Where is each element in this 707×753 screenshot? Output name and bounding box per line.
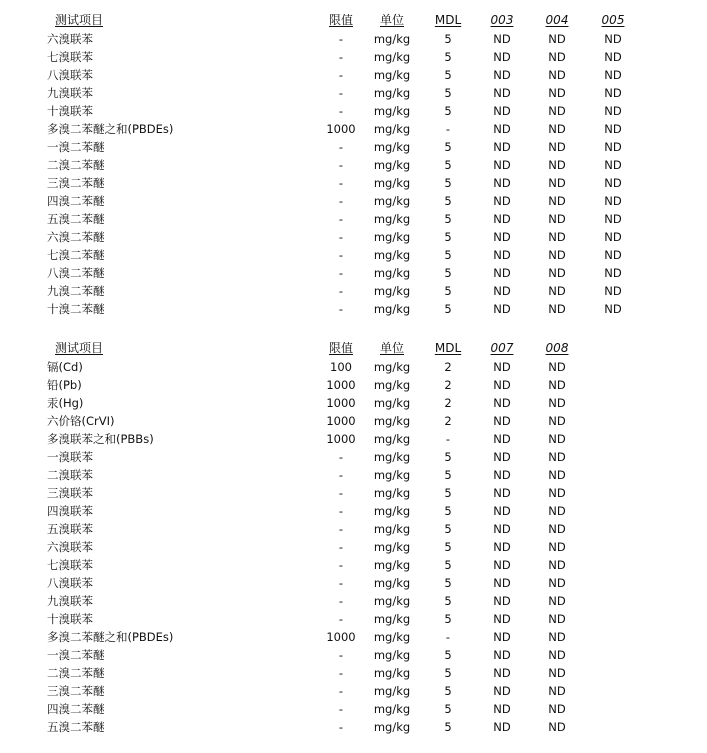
result-value: ND bbox=[604, 194, 622, 208]
result-value: ND bbox=[604, 104, 622, 118]
test-item-name: 六溴二苯醚 bbox=[47, 230, 105, 244]
mdl-value: 5 bbox=[444, 468, 452, 482]
result-value: ND bbox=[493, 32, 511, 46]
result-value: ND bbox=[548, 414, 566, 428]
result-value: ND bbox=[548, 630, 566, 644]
result-value: ND bbox=[548, 666, 566, 680]
result-value: ND bbox=[548, 450, 566, 464]
unit-value: mg/kg bbox=[373, 468, 411, 482]
test-item-name: 五溴二苯醚 bbox=[47, 720, 105, 734]
header-sample-004: 004 bbox=[545, 13, 569, 27]
table-row bbox=[0, 448, 707, 466]
table-row bbox=[0, 102, 707, 120]
unit-value: mg/kg bbox=[373, 104, 411, 118]
result-value: ND bbox=[548, 558, 566, 572]
unit-value: mg/kg bbox=[373, 266, 411, 280]
limit-value: 1000 bbox=[326, 630, 356, 644]
mdl-value: 5 bbox=[444, 450, 452, 464]
limit-value: - bbox=[338, 450, 344, 464]
unit-value: mg/kg bbox=[373, 302, 411, 316]
unit-value: mg/kg bbox=[373, 666, 411, 680]
result-value: ND bbox=[548, 230, 566, 244]
result-value: ND bbox=[604, 212, 622, 226]
test-item-name: 多溴二苯醚之和(PBDEs) bbox=[47, 630, 174, 644]
limit-value: - bbox=[338, 302, 344, 316]
header-unit: 单位 bbox=[379, 13, 404, 27]
unit-value: mg/kg bbox=[373, 486, 411, 500]
result-value: ND bbox=[604, 284, 622, 298]
header-test-item: 测试项目 bbox=[55, 13, 104, 27]
result-value: ND bbox=[493, 378, 511, 392]
table-row bbox=[0, 700, 707, 718]
result-value: ND bbox=[493, 360, 511, 374]
result-value: ND bbox=[493, 504, 511, 518]
header-sample-003: 003 bbox=[490, 13, 514, 27]
header-sample-007: 007 bbox=[490, 341, 514, 355]
test-item-name: 十溴二苯醚 bbox=[47, 302, 105, 316]
test-item-name: 四溴二苯醚 bbox=[47, 194, 105, 208]
mdl-value: 5 bbox=[444, 302, 452, 316]
test-item-name: 十溴联苯 bbox=[47, 104, 93, 118]
result-value: ND bbox=[493, 302, 511, 316]
unit-value: mg/kg bbox=[373, 414, 411, 428]
result-value: ND bbox=[493, 720, 511, 734]
unit-value: mg/kg bbox=[373, 284, 411, 298]
result-value: ND bbox=[493, 666, 511, 680]
unit-value: mg/kg bbox=[373, 86, 411, 100]
test-item-name: 四溴联苯 bbox=[47, 504, 93, 518]
limit-value: - bbox=[338, 684, 344, 698]
test-item-name: 十溴联苯 bbox=[47, 612, 93, 626]
result-value: ND bbox=[548, 68, 566, 82]
test-item-name: 三溴联苯 bbox=[47, 486, 93, 500]
mdl-value: - bbox=[445, 432, 451, 446]
limit-value: - bbox=[338, 86, 344, 100]
result-value: ND bbox=[493, 630, 511, 644]
result-value: ND bbox=[604, 50, 622, 64]
test-item-name: 七溴联苯 bbox=[47, 558, 93, 572]
table-row bbox=[0, 412, 707, 430]
header-limit: 限值 bbox=[328, 341, 353, 355]
test-item-name: 镉(Cd) bbox=[47, 360, 83, 374]
result-value: ND bbox=[493, 86, 511, 100]
limit-value: 1000 bbox=[326, 122, 356, 136]
result-value: ND bbox=[548, 122, 566, 136]
test-item-name: 铅(Pb) bbox=[47, 378, 82, 392]
result-value: ND bbox=[548, 360, 566, 374]
limit-value: - bbox=[338, 720, 344, 734]
limit-value: - bbox=[338, 68, 344, 82]
unit-value: mg/kg bbox=[373, 158, 411, 172]
result-value: ND bbox=[493, 558, 511, 572]
test-item-name: 多溴联苯之和(PBBs) bbox=[47, 432, 154, 446]
test-item-name: 二溴二苯醚 bbox=[47, 666, 105, 680]
limit-value: 1000 bbox=[326, 396, 356, 410]
mdl-value: 5 bbox=[444, 266, 452, 280]
limit-value: - bbox=[338, 140, 344, 154]
mdl-value: 5 bbox=[444, 104, 452, 118]
table-row bbox=[0, 430, 707, 448]
table-row bbox=[0, 574, 707, 592]
unit-value: mg/kg bbox=[373, 684, 411, 698]
mdl-value: 5 bbox=[444, 248, 452, 262]
unit-value: mg/kg bbox=[373, 450, 411, 464]
header-mdl: MDL bbox=[434, 341, 462, 355]
result-value: ND bbox=[548, 284, 566, 298]
header-row bbox=[0, 11, 707, 29]
test-item-name: 六溴联苯 bbox=[47, 540, 93, 554]
test-item-name: 八溴联苯 bbox=[47, 68, 93, 82]
table-row bbox=[0, 484, 707, 502]
result-value: ND bbox=[493, 540, 511, 554]
unit-value: mg/kg bbox=[373, 432, 411, 446]
table-row bbox=[0, 376, 707, 394]
limit-value: - bbox=[338, 158, 344, 172]
test-item-name: 汞(Hg) bbox=[47, 396, 84, 410]
result-value: ND bbox=[493, 284, 511, 298]
test-item-name: 一溴二苯醚 bbox=[47, 648, 105, 662]
table-row bbox=[0, 84, 707, 102]
test-item-name: 九溴联苯 bbox=[47, 86, 93, 100]
unit-value: mg/kg bbox=[373, 648, 411, 662]
result-value: ND bbox=[493, 522, 511, 536]
test-item-name: 五溴二苯醚 bbox=[47, 212, 105, 226]
mdl-value: 5 bbox=[444, 284, 452, 298]
unit-value: mg/kg bbox=[373, 360, 411, 374]
result-value: ND bbox=[493, 248, 511, 262]
test-item-name: 四溴二苯醚 bbox=[47, 702, 105, 716]
result-value: ND bbox=[548, 612, 566, 626]
mdl-value: 5 bbox=[444, 504, 452, 518]
table-row bbox=[0, 538, 707, 556]
test-item-name: 一溴联苯 bbox=[47, 450, 93, 464]
table-row bbox=[0, 192, 707, 210]
mdl-value: 2 bbox=[444, 414, 452, 428]
result-value: ND bbox=[493, 432, 511, 446]
limit-value: - bbox=[338, 284, 344, 298]
mdl-value: 5 bbox=[444, 230, 452, 244]
result-value: ND bbox=[548, 522, 566, 536]
table-row bbox=[0, 300, 707, 318]
mdl-value: 5 bbox=[444, 50, 452, 64]
result-value: ND bbox=[493, 594, 511, 608]
limit-value: - bbox=[338, 522, 344, 536]
unit-value: mg/kg bbox=[373, 594, 411, 608]
unit-value: mg/kg bbox=[373, 230, 411, 244]
table-row bbox=[0, 682, 707, 700]
result-value: ND bbox=[548, 504, 566, 518]
limit-value: - bbox=[338, 540, 344, 554]
result-value: ND bbox=[604, 86, 622, 100]
result-value: ND bbox=[604, 122, 622, 136]
mdl-value: 5 bbox=[444, 486, 452, 500]
limit-value: 1000 bbox=[326, 432, 356, 446]
limit-value: - bbox=[338, 266, 344, 280]
unit-value: mg/kg bbox=[373, 576, 411, 590]
result-value: ND bbox=[548, 32, 566, 46]
table-row bbox=[0, 610, 707, 628]
table-row bbox=[0, 718, 707, 736]
result-value: ND bbox=[548, 302, 566, 316]
result-value: ND bbox=[493, 212, 511, 226]
mdl-value: 5 bbox=[444, 140, 452, 154]
result-value: ND bbox=[493, 266, 511, 280]
table-row bbox=[0, 358, 707, 376]
mdl-value: 5 bbox=[444, 86, 452, 100]
result-value: ND bbox=[493, 396, 511, 410]
table-row bbox=[0, 592, 707, 610]
unit-value: mg/kg bbox=[373, 630, 411, 644]
result-value: ND bbox=[493, 450, 511, 464]
test-item-name: 六溴联苯 bbox=[47, 32, 93, 46]
mdl-value: 5 bbox=[444, 648, 452, 662]
unit-value: mg/kg bbox=[373, 720, 411, 734]
limit-value: 1000 bbox=[326, 414, 356, 428]
table-row bbox=[0, 120, 707, 138]
mdl-value: 5 bbox=[444, 720, 452, 734]
mdl-value: 5 bbox=[444, 194, 452, 208]
result-value: ND bbox=[548, 576, 566, 590]
result-value: ND bbox=[548, 432, 566, 446]
result-value: ND bbox=[604, 68, 622, 82]
mdl-value: 5 bbox=[444, 576, 452, 590]
unit-value: mg/kg bbox=[373, 68, 411, 82]
limit-value: - bbox=[338, 612, 344, 626]
table-row bbox=[0, 246, 707, 264]
mdl-value: 5 bbox=[444, 612, 452, 626]
result-value: ND bbox=[548, 468, 566, 482]
mdl-value: - bbox=[445, 630, 451, 644]
table-row bbox=[0, 66, 707, 84]
table-row bbox=[0, 282, 707, 300]
header-row bbox=[0, 339, 707, 357]
table-row bbox=[0, 210, 707, 228]
unit-value: mg/kg bbox=[373, 702, 411, 716]
limit-value: - bbox=[338, 230, 344, 244]
header-unit: 单位 bbox=[379, 341, 404, 355]
test-item-name: 一溴二苯醚 bbox=[47, 140, 105, 154]
table-row bbox=[0, 156, 707, 174]
unit-value: mg/kg bbox=[373, 378, 411, 392]
result-value: ND bbox=[548, 140, 566, 154]
limit-value: - bbox=[338, 486, 344, 500]
result-value: ND bbox=[548, 702, 566, 716]
limit-value: - bbox=[338, 104, 344, 118]
result-value: ND bbox=[604, 176, 622, 190]
unit-value: mg/kg bbox=[373, 140, 411, 154]
table-row bbox=[0, 664, 707, 682]
test-item-name: 六价铬(CrVI) bbox=[47, 414, 115, 428]
result-value: ND bbox=[604, 266, 622, 280]
result-value: ND bbox=[548, 486, 566, 500]
result-value: ND bbox=[548, 176, 566, 190]
result-value: ND bbox=[493, 486, 511, 500]
limit-value: - bbox=[338, 576, 344, 590]
limit-value: - bbox=[338, 558, 344, 572]
test-item-name: 八溴联苯 bbox=[47, 576, 93, 590]
test-item-name: 二溴联苯 bbox=[47, 468, 93, 482]
limit-value: - bbox=[338, 194, 344, 208]
result-value: ND bbox=[493, 468, 511, 482]
test-item-name: 五溴联苯 bbox=[47, 522, 93, 536]
result-value: ND bbox=[604, 32, 622, 46]
mdl-value: 5 bbox=[444, 558, 452, 572]
table-row bbox=[0, 30, 707, 48]
limit-value: - bbox=[338, 648, 344, 662]
result-value: ND bbox=[604, 230, 622, 244]
test-item-name: 九溴二苯醚 bbox=[47, 284, 105, 298]
limit-value: 100 bbox=[330, 360, 352, 374]
mdl-value: 5 bbox=[444, 702, 452, 716]
table-row bbox=[0, 264, 707, 282]
header-mdl: MDL bbox=[434, 13, 462, 27]
result-value: ND bbox=[548, 720, 566, 734]
table-row bbox=[0, 48, 707, 66]
limit-value: - bbox=[338, 50, 344, 64]
table-row bbox=[0, 502, 707, 520]
result-value: ND bbox=[548, 594, 566, 608]
limit-value: - bbox=[338, 594, 344, 608]
limit-value: - bbox=[338, 32, 344, 46]
unit-value: mg/kg bbox=[373, 122, 411, 136]
result-value: ND bbox=[604, 248, 622, 262]
result-value: ND bbox=[493, 104, 511, 118]
header-test-item: 测试项目 bbox=[55, 341, 104, 355]
result-value: ND bbox=[548, 50, 566, 64]
mdl-value: 2 bbox=[444, 378, 452, 392]
limit-value: - bbox=[338, 212, 344, 226]
result-value: ND bbox=[493, 194, 511, 208]
table-row bbox=[0, 466, 707, 484]
result-value: ND bbox=[548, 86, 566, 100]
result-value: ND bbox=[548, 540, 566, 554]
unit-value: mg/kg bbox=[373, 248, 411, 262]
result-value: ND bbox=[548, 648, 566, 662]
unit-value: mg/kg bbox=[373, 50, 411, 64]
result-value: ND bbox=[548, 378, 566, 392]
result-value: ND bbox=[548, 194, 566, 208]
limit-value: - bbox=[338, 504, 344, 518]
table-row bbox=[0, 646, 707, 664]
unit-value: mg/kg bbox=[373, 504, 411, 518]
result-value: ND bbox=[493, 122, 511, 136]
test-item-name: 多溴二苯醚之和(PBDEs) bbox=[47, 122, 174, 136]
unit-value: mg/kg bbox=[373, 32, 411, 46]
table-row bbox=[0, 138, 707, 156]
result-value: ND bbox=[493, 414, 511, 428]
result-value: ND bbox=[548, 266, 566, 280]
table-row bbox=[0, 628, 707, 646]
test-item-name: 九溴联苯 bbox=[47, 594, 93, 608]
result-value: ND bbox=[548, 212, 566, 226]
mdl-value: 2 bbox=[444, 396, 452, 410]
result-value: ND bbox=[493, 158, 511, 172]
limit-value: - bbox=[338, 666, 344, 680]
mdl-value: 5 bbox=[444, 158, 452, 172]
mdl-value: - bbox=[445, 122, 451, 136]
unit-value: mg/kg bbox=[373, 396, 411, 410]
table-row bbox=[0, 520, 707, 538]
mdl-value: 5 bbox=[444, 540, 452, 554]
mdl-value: 5 bbox=[444, 594, 452, 608]
test-item-name: 二溴二苯醚 bbox=[47, 158, 105, 172]
unit-value: mg/kg bbox=[373, 522, 411, 536]
limit-value: 1000 bbox=[326, 378, 356, 392]
result-value: ND bbox=[493, 702, 511, 716]
mdl-value: 5 bbox=[444, 666, 452, 680]
unit-value: mg/kg bbox=[373, 558, 411, 572]
result-value: ND bbox=[493, 612, 511, 626]
limit-value: - bbox=[338, 468, 344, 482]
result-value: ND bbox=[548, 158, 566, 172]
table-row bbox=[0, 174, 707, 192]
result-value: ND bbox=[604, 140, 622, 154]
mdl-value: 5 bbox=[444, 32, 452, 46]
unit-value: mg/kg bbox=[373, 612, 411, 626]
header-sample-008: 008 bbox=[545, 341, 569, 355]
result-value: ND bbox=[548, 396, 566, 410]
result-value: ND bbox=[493, 684, 511, 698]
test-item-name: 八溴二苯醚 bbox=[47, 266, 105, 280]
result-value: ND bbox=[493, 68, 511, 82]
test-item-name: 七溴二苯醚 bbox=[47, 248, 105, 262]
header-sample-005: 005 bbox=[601, 13, 625, 27]
mdl-value: 2 bbox=[444, 360, 452, 374]
unit-value: mg/kg bbox=[373, 540, 411, 554]
result-value: ND bbox=[493, 50, 511, 64]
mdl-value: 5 bbox=[444, 684, 452, 698]
header-limit: 限值 bbox=[328, 13, 353, 27]
table-row bbox=[0, 556, 707, 574]
table-row bbox=[0, 228, 707, 246]
unit-value: mg/kg bbox=[373, 212, 411, 226]
limit-value: - bbox=[338, 248, 344, 262]
mdl-value: 5 bbox=[444, 68, 452, 82]
result-value: ND bbox=[548, 684, 566, 698]
test-item-name: 三溴二苯醚 bbox=[47, 684, 105, 698]
result-value: ND bbox=[493, 648, 511, 662]
unit-value: mg/kg bbox=[373, 176, 411, 190]
result-value: ND bbox=[493, 576, 511, 590]
mdl-value: 5 bbox=[444, 522, 452, 536]
result-value: ND bbox=[604, 302, 622, 316]
limit-value: - bbox=[338, 176, 344, 190]
unit-value: mg/kg bbox=[373, 194, 411, 208]
result-value: ND bbox=[493, 176, 511, 190]
result-value: ND bbox=[548, 248, 566, 262]
result-value: ND bbox=[604, 158, 622, 172]
test-item-name: 三溴二苯醚 bbox=[47, 176, 105, 190]
test-item-name: 七溴联苯 bbox=[47, 50, 93, 64]
mdl-value: 5 bbox=[444, 212, 452, 226]
table-row bbox=[0, 394, 707, 412]
result-value: ND bbox=[493, 230, 511, 244]
result-value: ND bbox=[548, 104, 566, 118]
result-value: ND bbox=[493, 140, 511, 154]
mdl-value: 5 bbox=[444, 176, 452, 190]
limit-value: - bbox=[338, 702, 344, 716]
